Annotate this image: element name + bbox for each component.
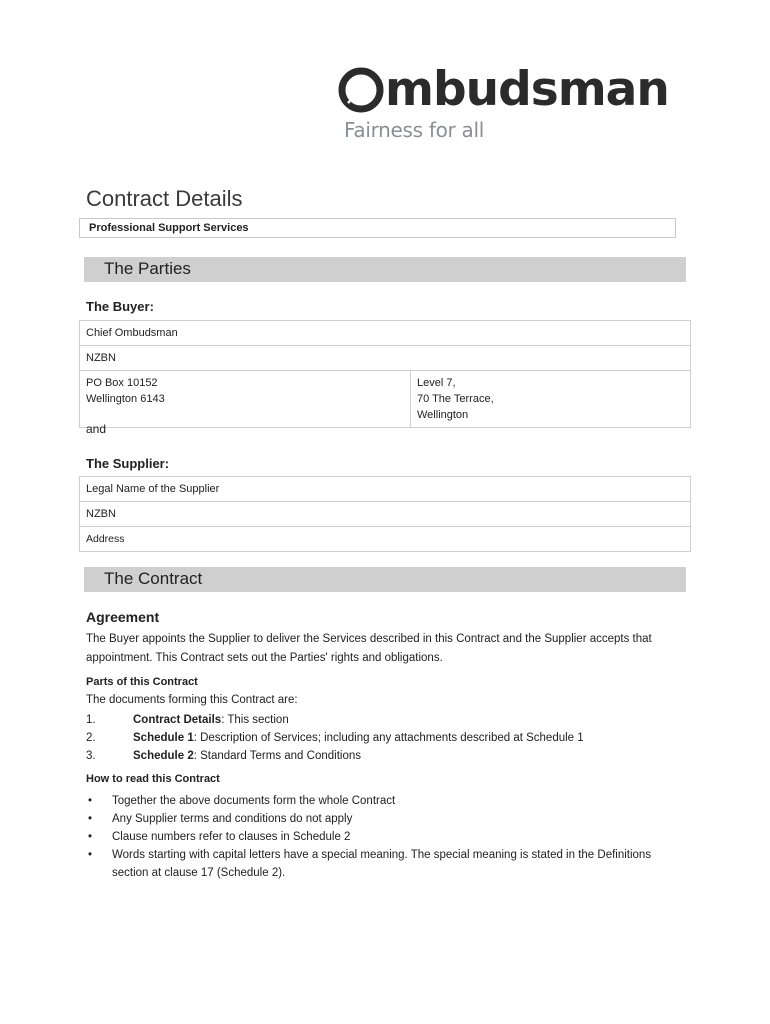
bullet-text: Clause numbers refer to clauses in Schedule 2: [112, 831, 351, 843]
part-desc: : Description of Services; including any attachments described at Schedule 1: [193, 732, 584, 744]
logo-tagline: Fairness for all: [344, 118, 484, 142]
buyer-addr-line3: Wellington: [417, 409, 469, 421]
buyer-po-box-cell: [80, 371, 411, 428]
section-header-contract: The Contract: [84, 567, 686, 592]
bullet-text: Any Supplier terms and conditions do not apply: [112, 813, 353, 825]
list-item: [86, 846, 676, 882]
contract-subtitle: Professional Support Services: [89, 222, 249, 234]
buyer-addr-line1: Level 7,: [417, 377, 456, 389]
buyer-table: [79, 320, 691, 428]
part-desc: : Standard Terms and Conditions: [193, 750, 361, 762]
fern-o-icon: [338, 67, 384, 113]
buyer-address-cell: [411, 371, 691, 428]
table-row: [80, 346, 691, 371]
document-title: Contract Details: [86, 186, 243, 211]
list-item: [86, 810, 676, 828]
buyer-po-line1: PO Box 10152: [86, 377, 158, 389]
buyer-nzbn: NZBN: [80, 346, 691, 371]
part-title: Schedule 2: [133, 750, 194, 762]
howto-list: [86, 792, 676, 882]
part-title: Schedule 1: [133, 732, 194, 744]
table-row: [80, 527, 691, 552]
supplier-label: The Supplier:: [86, 456, 170, 471]
table-row: [80, 321, 691, 346]
contract-subtitle-box: [79, 218, 676, 238]
parts-intro: The documents forming this Contract are:: [86, 694, 298, 706]
list-item: [86, 729, 584, 747]
logo-word-text: mbudsman: [385, 62, 669, 117]
list-number: 1.: [86, 714, 96, 726]
logo-wordmark: [338, 62, 669, 118]
buyer-name: Chief Ombudsman: [80, 321, 691, 346]
part-title: Contract Details: [133, 714, 222, 726]
supplier-address: Address: [80, 527, 691, 552]
list-number: 2.: [86, 732, 96, 744]
supplier-name: Legal Name of the Supplier: [80, 477, 691, 502]
buyer-label: The Buyer:: [86, 299, 154, 314]
list-item: [86, 711, 584, 729]
supplier-nzbn: NZBN: [80, 502, 691, 527]
list-item: [86, 792, 676, 810]
list-item: [86, 828, 676, 846]
parts-heading: Parts of this Contract: [86, 676, 198, 688]
buyer-po-line2: Wellington 6143: [86, 393, 165, 405]
bullet-icon: •: [88, 831, 93, 843]
bullet-text: Together the above documents form the whole Contract: [112, 795, 396, 807]
agreement-text: The Buyer appoints the Supplier to deliver the Services described in this Contract and the Supplier accepts that appointment. This Contract sets out the Parties' rights and obligations.: [86, 633, 652, 664]
ombudsman-logo: [338, 62, 668, 152]
part-desc: : This section: [221, 714, 289, 726]
and-text: and: [86, 422, 107, 436]
parts-list: [86, 711, 584, 765]
table-row: [80, 477, 691, 502]
list-item: [86, 747, 584, 765]
agreement-label: Agreement: [86, 609, 160, 625]
bullet-icon: •: [88, 813, 93, 825]
list-number: 3.: [86, 750, 96, 762]
supplier-table: [79, 476, 691, 552]
section-header-parties: The Parties: [84, 257, 686, 282]
bullet-icon: •: [88, 795, 93, 807]
table-row: [80, 502, 691, 527]
table-row: [80, 371, 691, 428]
howto-heading: How to read this Contract: [86, 773, 220, 785]
bullet-icon: •: [88, 849, 93, 861]
bullet-text: Words starting with capital letters have a special meaning. The special meaning is stated in the Definitions section at clause 17 (Schedule 2).: [112, 849, 652, 879]
buyer-addr-line2: 70 The Terrace,: [417, 393, 494, 405]
